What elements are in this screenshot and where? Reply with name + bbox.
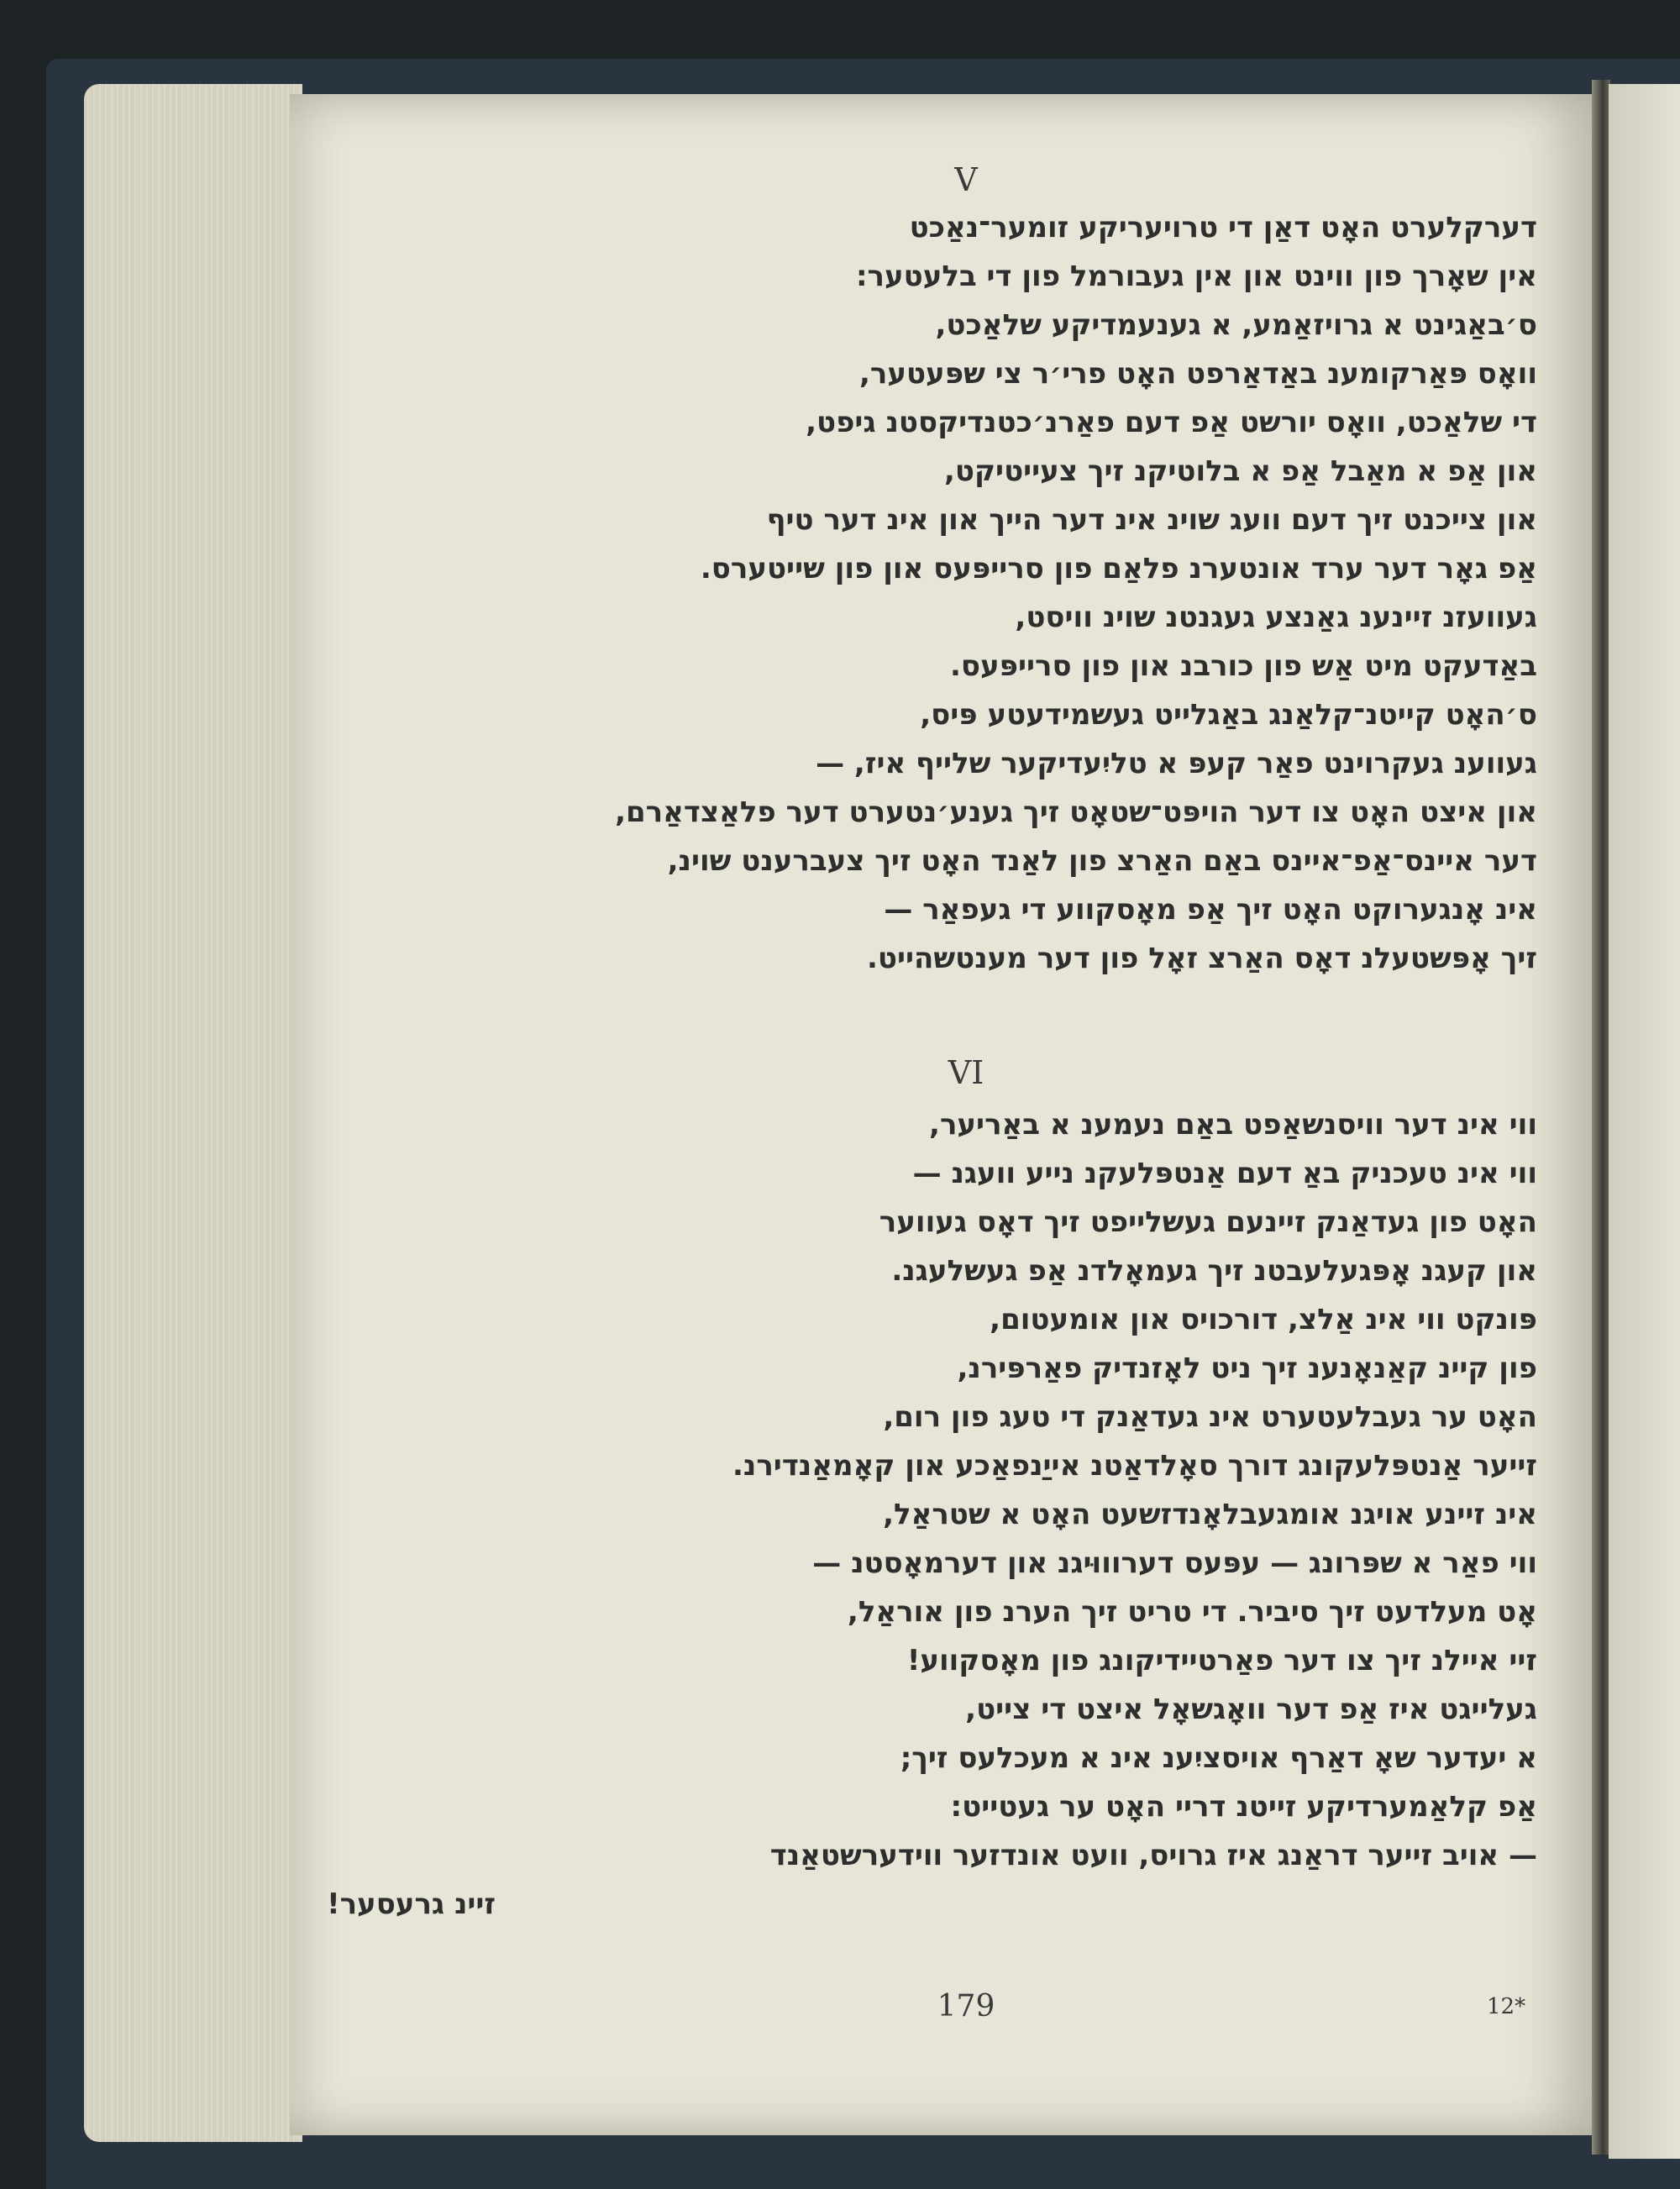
facing-page-edge: [1609, 84, 1680, 2159]
poem-line: די שלאַכט, וואָס יורשט אַפ דעם פאַרנ׳כטנדיקסטנ גיפט,: [806, 406, 1537, 439]
poem-line: זיי איילנ זיך צו דער פאַרטיידיקונג פון מאָסקווע!: [906, 1644, 1537, 1677]
signature-mark: 12*: [1487, 1994, 1526, 2019]
poem-line: האָט ער געבלעטערט אינ געדאַנק די טעג פון רום,: [883, 1400, 1537, 1434]
poem-line: געווענ געקרוינט פאַר קעפּ א טליִעדיקער שלייף איז, —: [816, 747, 1537, 780]
poem-line: און איצט האָט צו דער הויפּט־שטאָט זיך גענע׳נטערט דער פלאַצדאַרם,: [615, 795, 1537, 829]
page-number: 179: [937, 1989, 995, 2024]
poem-line: האָט פון געדאַנק זיינעם געשלייפט זיך דאָס געווער: [879, 1205, 1537, 1239]
page-edges: [84, 84, 302, 2142]
section-numeral-vi: VI: [948, 1054, 984, 1091]
poem-line: אַפ גאָר דער ערד אונטערנ פלאַם פון סרייפּעס און פון שייטערס.: [700, 552, 1537, 585]
poem-line: אַפ קלאַמערדיקע זייטנ דריי האָט ער געטייט:: [950, 1790, 1537, 1824]
poem-line: א יעדער שאָ דאַרף אויסציִענ אינ א מעכלעס זיך;: [900, 1741, 1537, 1775]
poem-line: זיינ גרעסער!: [327, 1887, 496, 1921]
poem-line: און אַפ א מאַבל אַפ א בלוטיקנ זיך צעייטיקט,: [944, 454, 1537, 488]
section-numeral-v: V: [954, 161, 978, 198]
poem-line: ווי אינ דער וויסנשאַפט באַם נעמענ א באַריער,: [929, 1108, 1537, 1142]
poem-line: אינ זיינע אויגנ אומגעבלאָנדזשעט האָט א שטראַל,: [883, 1498, 1537, 1531]
poem-line: אין שאָרך פון ווינט און אין געבורמל פון די בלעטער:: [855, 260, 1537, 293]
poem-line: ווי פאַר א שפּרונג — עפּעס דערוווּיגנ און דערמאָסטנ —: [812, 1546, 1537, 1580]
poem-line: באַדעקט מיט אַש פון כורבנ און פון סרייפּעס.: [949, 649, 1537, 683]
poem-line: אָט מעלדעט זיך סיביר. די טריט זיך הערנ פון אוראַל,: [847, 1595, 1537, 1629]
poem-line: וואָס פּאַרקומענ באַדאַרפט האָט פרי׳ר צי שפּעטער,: [858, 357, 1537, 391]
poem-line: געוועזנ זיינענ גאַנצע געגנטנ שוינ וויסט,: [1015, 601, 1537, 634]
poem-line: ס׳האָט קייטנ־קלאַנג באַגלייט געשמידעטע פּיס,: [920, 698, 1537, 732]
poem-line: אינ אָנגערוקט האָט זיך אַפ מאָסקווע די געפאַר —: [884, 893, 1537, 927]
poem-line: פּונקט ווי אינ אַלצ, דורכויס און אומעטום,: [990, 1303, 1537, 1336]
section-vi-poem: [327, 1100, 1537, 1929]
section-v-poem: [395, 203, 1537, 983]
book-gutter: [1592, 80, 1610, 2155]
poem-line: דער איינס־אַפ־איינס באַם האַרצ פון לאַנד האָט זיך צעברענט שוינ,: [667, 844, 1537, 878]
poem-line: געלייגט איז אַפ דער וואָגשאָל איצט די צייט,: [965, 1693, 1537, 1726]
poem-line: דערקלערט האָט דאַן די טרויעריקע זומער־נאַכט: [909, 211, 1537, 244]
poem-line: — אויב זייער דראַנג איז גרויס, וועט אונדזער ווידערשטאַנד: [769, 1839, 1537, 1872]
poem-line: זייער אַנטפּלעקונג דורך סאָלדאַטנ אייַנפאַכע און קאָמאַנדירנ.: [732, 1449, 1537, 1483]
poem-line: זיך אָפּשטעלנ דאָס האַרצ זאָל פון דער מענטשהייט.: [866, 942, 1537, 975]
poem-line: ס׳באַגינט א גרויזאַמע, א גענעמדיקע שלאַכט,: [935, 308, 1537, 342]
poem-line: און צייכנט זיך דעם וועג שוינ אינ דער הייך און אינ דער טיף: [766, 503, 1537, 537]
page-text: [327, 160, 1537, 2050]
poem-line: און קעגנ אָפּגעלעבטנ זיך געמאָלדנ אַפ געשלעגנ.: [891, 1254, 1537, 1288]
poem-line: פון קיינ קאַנאָנענ זיך ניט לאָזנדיק פאַרפּירנ,: [957, 1352, 1537, 1385]
poem-line: ווי אינ טעכניק באַ דעם אַנטפּלעקנ נייע וועגנ —: [912, 1157, 1537, 1190]
